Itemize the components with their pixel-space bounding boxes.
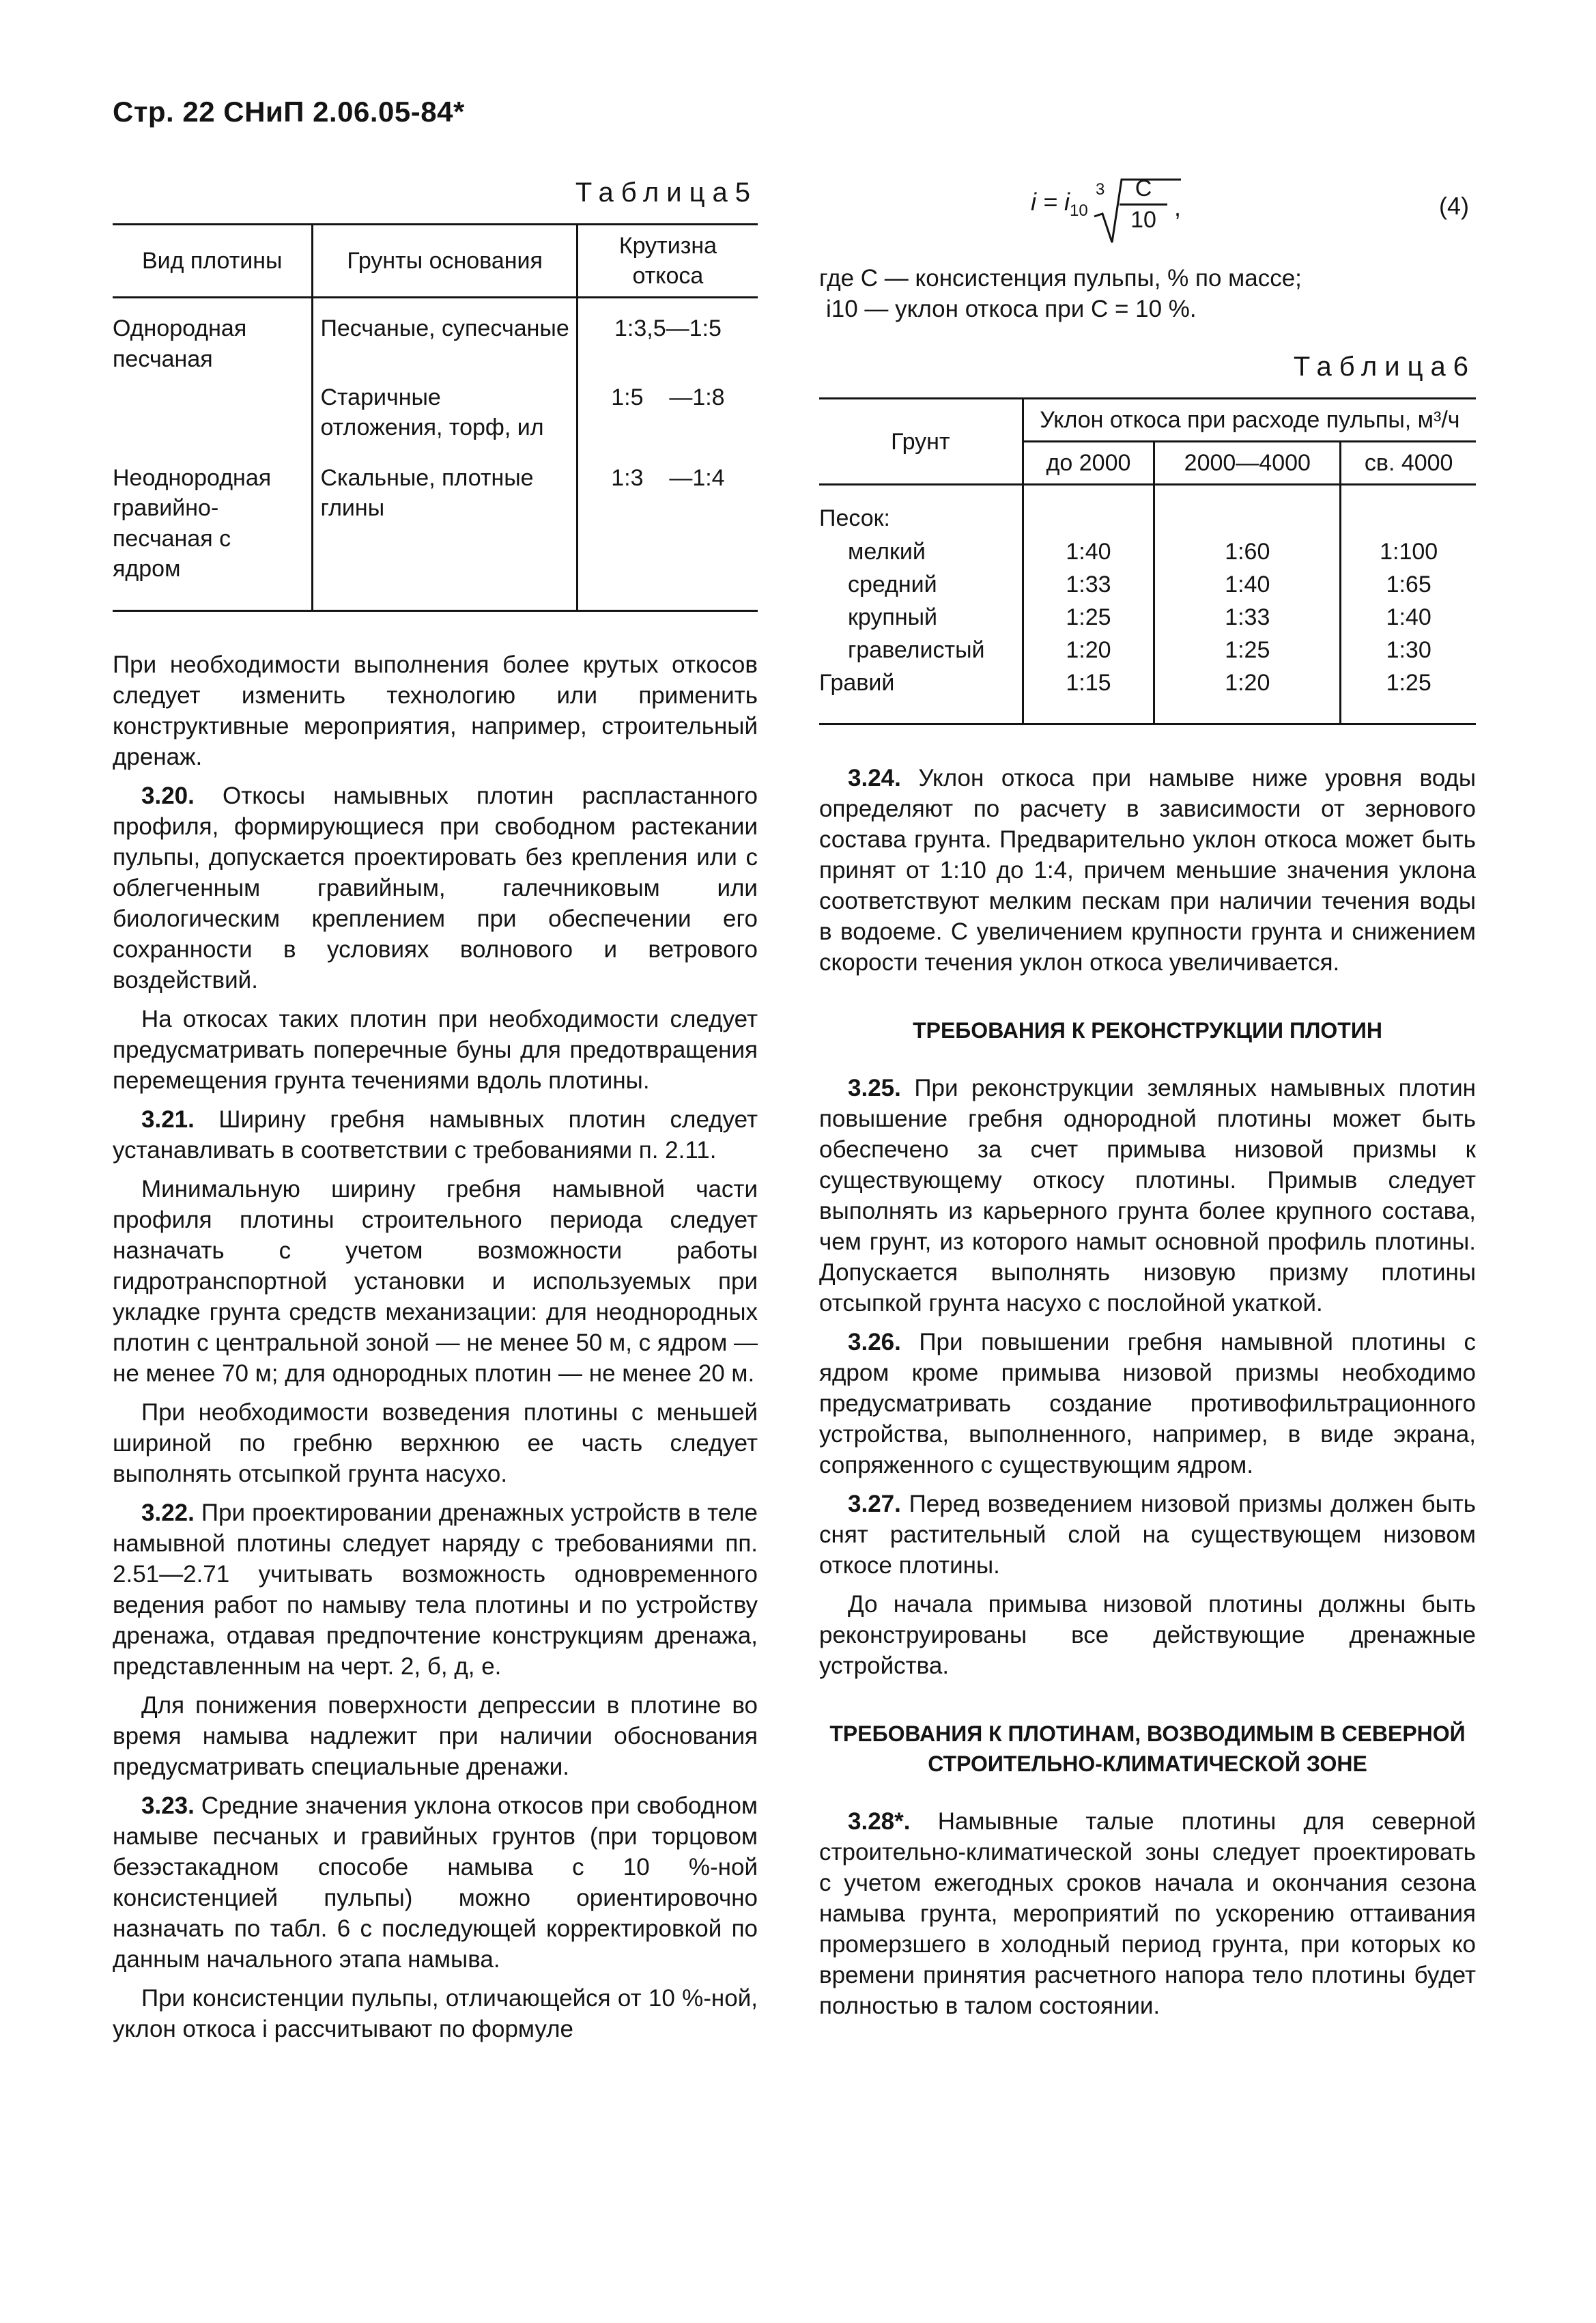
- paragraph-text: До начала примыва низовой плотины должны быть реконструированы все действующие дренажные устройства.: [819, 1590, 1476, 1679]
- table6-cell-value: 1:25: [1023, 601, 1154, 634]
- clause-number: 3.24.: [848, 764, 901, 791]
- left-text: [113, 649, 758, 2044]
- table5-cell-soil: Скальные, плотные глины: [313, 447, 577, 610]
- clause-number: 3.25.: [848, 1074, 901, 1101]
- paragraph: [113, 780, 758, 996]
- fraction-numerator: C: [1135, 175, 1152, 201]
- table6-cell-value: 1:40: [1023, 535, 1154, 568]
- table6-cell-value: 1:15: [1023, 666, 1154, 724]
- clause-number: 3.22.: [141, 1499, 195, 1526]
- formula-legend-line: i10 — уклон откоса при С = 10 %.: [826, 296, 1197, 322]
- table6-cell-soil: мелкий: [848, 538, 926, 565]
- table-row: [113, 378, 758, 447]
- paragraph: [113, 1104, 758, 1166]
- table5-cell-slope: 1:3 —1:4: [577, 447, 758, 610]
- equation-number: (4): [1439, 192, 1469, 220]
- table-row: [819, 485, 1476, 535]
- clause-number: 3.20.: [141, 782, 195, 809]
- table6-cell-value: [1154, 485, 1341, 535]
- paragraph-text: Минимальную ширину гребня намывной части профиля плотины строительного периода следует назначать с учетом возможности работы гидротранспортной установки и используемых при укладке грунта средств механизации: для неоднородных плотин с центральной зоной — не менее 50 м, с ядром — не менее 70 м; для однородных плотин — не менее 20 м.: [113, 1175, 758, 1387]
- table5-header-slope: Крутизна откоса: [577, 225, 758, 298]
- paragraph-text: Ширину гребня намывных плотин следует устанавливать в соответствии с требованиями п. 2.11.: [113, 1106, 758, 1164]
- clause-number: 3.26.: [848, 1328, 901, 1355]
- table5-cell-dam: [113, 378, 313, 447]
- paragraph-text: При консистенции пульпы, отличающейся от 10 %-ной, уклон откоса i рассчитывают по формуле: [113, 1984, 758, 2042]
- table6: [819, 397, 1476, 725]
- table5-cell-dam: Неоднородная гравийно-песчаная с ядром: [113, 465, 272, 582]
- table6-cell-soil: Гравий: [819, 670, 895, 696]
- paragraph: [113, 1790, 758, 1975]
- paragraph-text: При необходимости возведения плотины с меньшей шириной по гребню верхнюю ее часть следует выполнять отсыпкой грунта насухо.: [113, 1398, 758, 1487]
- paragraph-text: Намывные талые плотины для северной строительно-климатической зоны следует проектировать с учетом ежегодных сроков начала и окончания сезона намыва грунта, мероприятий по ускорению оттаивания промерзшего в холодный период грунта, при которых ко времени принятия расчетного напора тело плотины будет полностью в талом состоянии.: [819, 1807, 1476, 2019]
- clause-number: 3.21.: [141, 1106, 195, 1133]
- clause-number: 3.28*.: [848, 1807, 911, 1835]
- paragraph-text: При повышении гребня намывной плотины с ядром кроме примыва низовой призмы необходимо предусматривать создание противофильтрационного устройства, выполненного, например, в виде экрана, сопряженного с существующим ядром.: [819, 1328, 1476, 1478]
- formula-4: [819, 174, 1476, 263]
- table5-header-dam: Вид плотины: [113, 225, 313, 298]
- paragraph: [819, 1806, 1476, 2021]
- table5-cell-slope: 1:3,5—1:5: [577, 298, 758, 378]
- paragraph: [819, 763, 1476, 978]
- paragraph-text: Перед возведением низовой призмы должен быть снят растительный слой на существующем низовом откосе плотины.: [819, 1490, 1476, 1579]
- left-column: [113, 178, 758, 2044]
- table6-cell-value: 1:60: [1154, 535, 1341, 568]
- paragraph: [113, 1497, 758, 1682]
- paragraph: [113, 649, 758, 772]
- table6-cell-soil: Песок:: [819, 505, 890, 532]
- paragraph-text: При реконструкции земляных намывных плотин повышение гребня однородной плотины может быть обеспечено за счет примыва низовой призмы к существующему откосу плотины. Примыв следует выполнять из карьерного грунта более крупного состава, чем грунт, из которого намыт основной профиль плотины. Допускается выполнять низовую призму плотины отсыпкой грунта насухо с послойной укаткой.: [819, 1074, 1476, 1317]
- table6-cell-value: 1:20: [1023, 634, 1154, 666]
- table6-cell-value: 1:100: [1341, 535, 1476, 568]
- table6-cell-value: 1:20: [1154, 666, 1341, 724]
- table6-caption: Таблица6: [1293, 352, 1476, 382]
- formula-legend: [819, 263, 1476, 324]
- paragraph-text: Откосы намывных плотин распластанного профиля, формирующиеся при свободном растекании пульпы, допускается проектировать без крепления или с облегченным гравийным, галечниковым или биологическим креплением при обеспечении его сохранности в условиях волнового и ветрового воздействий.: [113, 782, 758, 994]
- table-row: [819, 568, 1476, 601]
- table6-cell-soil: крупный: [848, 604, 938, 630]
- page-header: Стр. 22 СНиП 2.06.05-84*: [113, 96, 465, 128]
- table5-cell-slope: 1:5 —1:8: [577, 378, 758, 447]
- table6-cell-value: 1:33: [1154, 601, 1341, 634]
- table-row: [113, 298, 758, 378]
- table6-cell-value: 1:25: [1154, 634, 1341, 666]
- table6-cell-value: 1:30: [1341, 634, 1476, 666]
- paragraph-text: При необходимости выполнения более крутых откосов следует изменить технологию или применить конструктивные мероприятия, например, строительный дренаж.: [113, 651, 758, 770]
- table-row: [819, 666, 1476, 724]
- table6-header-group: Уклон откоса при расходе пульпы, м³/ч: [1023, 399, 1476, 442]
- paragraph: [113, 1690, 758, 1782]
- table-row: [819, 634, 1476, 666]
- table5-cell-soil: Старичные отложения, торф, ил: [313, 378, 577, 447]
- paragraph: [819, 1489, 1476, 1581]
- formula-legend-line: где С — консистенция пульпы, % по массе;: [819, 265, 1302, 292]
- paragraph-text: Уклон откоса при намыве ниже уровня воды определяют по расчету в зависимости от зернового состава грунта. Предварительно уклон откоса может быть принят от 1:10 до 1:4, причем меньшие значения уклона соответствуют мелким пескам при наличии течения воды в водоеме. С увеличением крупности грунта и снижением скорости течения уклон откоса увеличивается.: [819, 764, 1476, 976]
- table-row: [819, 535, 1476, 568]
- formula-lhs: $i = i_{10}$: [1031, 188, 1088, 221]
- fraction-denominator: 10: [1130, 207, 1156, 233]
- table-row: [113, 447, 758, 610]
- right-column: [819, 174, 1476, 2021]
- table6-cell-soil: гравелистый: [848, 637, 985, 664]
- paragraph-text: При проектировании дренажных устройств в теле намывной плотины следует наряду с требованиями пп. 2.51—2.71 учитывать возможность одновременного ведения работ по намыву тела плотины и по устройству дренажа, отдавая предпочтение конструкциям дренажа, представленным на черт. 2, б, д, е.: [113, 1499, 758, 1680]
- formula-comma: ,: [1174, 193, 1182, 221]
- table6-header-col: св. 4000: [1341, 442, 1476, 485]
- paragraph: [113, 1004, 758, 1096]
- table5-cell-soil: Песчаные, супесчаные: [313, 298, 577, 378]
- table6-cell-value: 1:40: [1154, 568, 1341, 601]
- paragraph: [819, 1073, 1476, 1319]
- paragraph: [113, 1397, 758, 1489]
- table6-header-col: 2000—4000: [1154, 442, 1341, 485]
- table6-header-soil: Грунт: [819, 399, 1023, 485]
- table6-cell-value: 1:25: [1341, 666, 1476, 724]
- table6-cell-value: 1:40: [1341, 601, 1476, 634]
- paragraph: [113, 1174, 758, 1389]
- table6-cell-value: [1341, 485, 1476, 535]
- table5-caption: Таблица5: [575, 178, 758, 208]
- root-index: 3: [1096, 180, 1105, 199]
- section-heading: ТРЕБОВАНИЯ К ПЛОТИНАМ, ВОЗВОДИМЫМ В СЕВЕРНОЙ СТРОИТЕЛЬНО-КЛИМАТИЧЕСКОЙ ЗОНЕ: [829, 1721, 1466, 1776]
- table6-cell-soil: средний: [848, 571, 937, 597]
- paragraph: [819, 1589, 1476, 1681]
- paragraph-text: На откосах таких плотин при необходимости следует предусматривать поперечные буны для предотвращения перемещения грунта течениями вдоль плотины.: [113, 1005, 758, 1094]
- clause-number: 3.23.: [141, 1792, 195, 1819]
- paragraph-text: Средние значения уклона откосов при свободном намыве песчаных и гравийных грунтов (при торцовом безэстакадном способе намыва с 10 %-ной консистенцией пульпы) можно ориентировочно назначать по табл. 6 с последующей корректировкой по данным начального этапа намыва.: [113, 1792, 758, 1973]
- fraction: [1120, 175, 1167, 234]
- table6-cell-value: [1023, 485, 1154, 535]
- table-row: [819, 601, 1476, 634]
- table6-header-col: до 2000: [1023, 442, 1154, 485]
- clause-number: 3.27.: [848, 1490, 901, 1517]
- table6-cell-value: 1:33: [1023, 568, 1154, 601]
- section-heading: ТРЕБОВАНИЯ К РЕКОНСТРУКЦИИ ПЛОТИН: [913, 1017, 1382, 1043]
- table5-cell-dam: Однородная песчаная: [113, 315, 247, 372]
- paragraph: [113, 1983, 758, 2044]
- right-text: [819, 763, 1476, 2021]
- paragraph-text: Для понижения поверхности депрессии в плотине во время намыва надлежит при наличии обоснования предусматривать специальные дренажи.: [113, 1691, 758, 1780]
- table5-header-soil: Грунты основания: [313, 225, 577, 298]
- table6-cell-value: 1:65: [1341, 568, 1476, 601]
- paragraph: [819, 1327, 1476, 1480]
- table5: [113, 223, 758, 612]
